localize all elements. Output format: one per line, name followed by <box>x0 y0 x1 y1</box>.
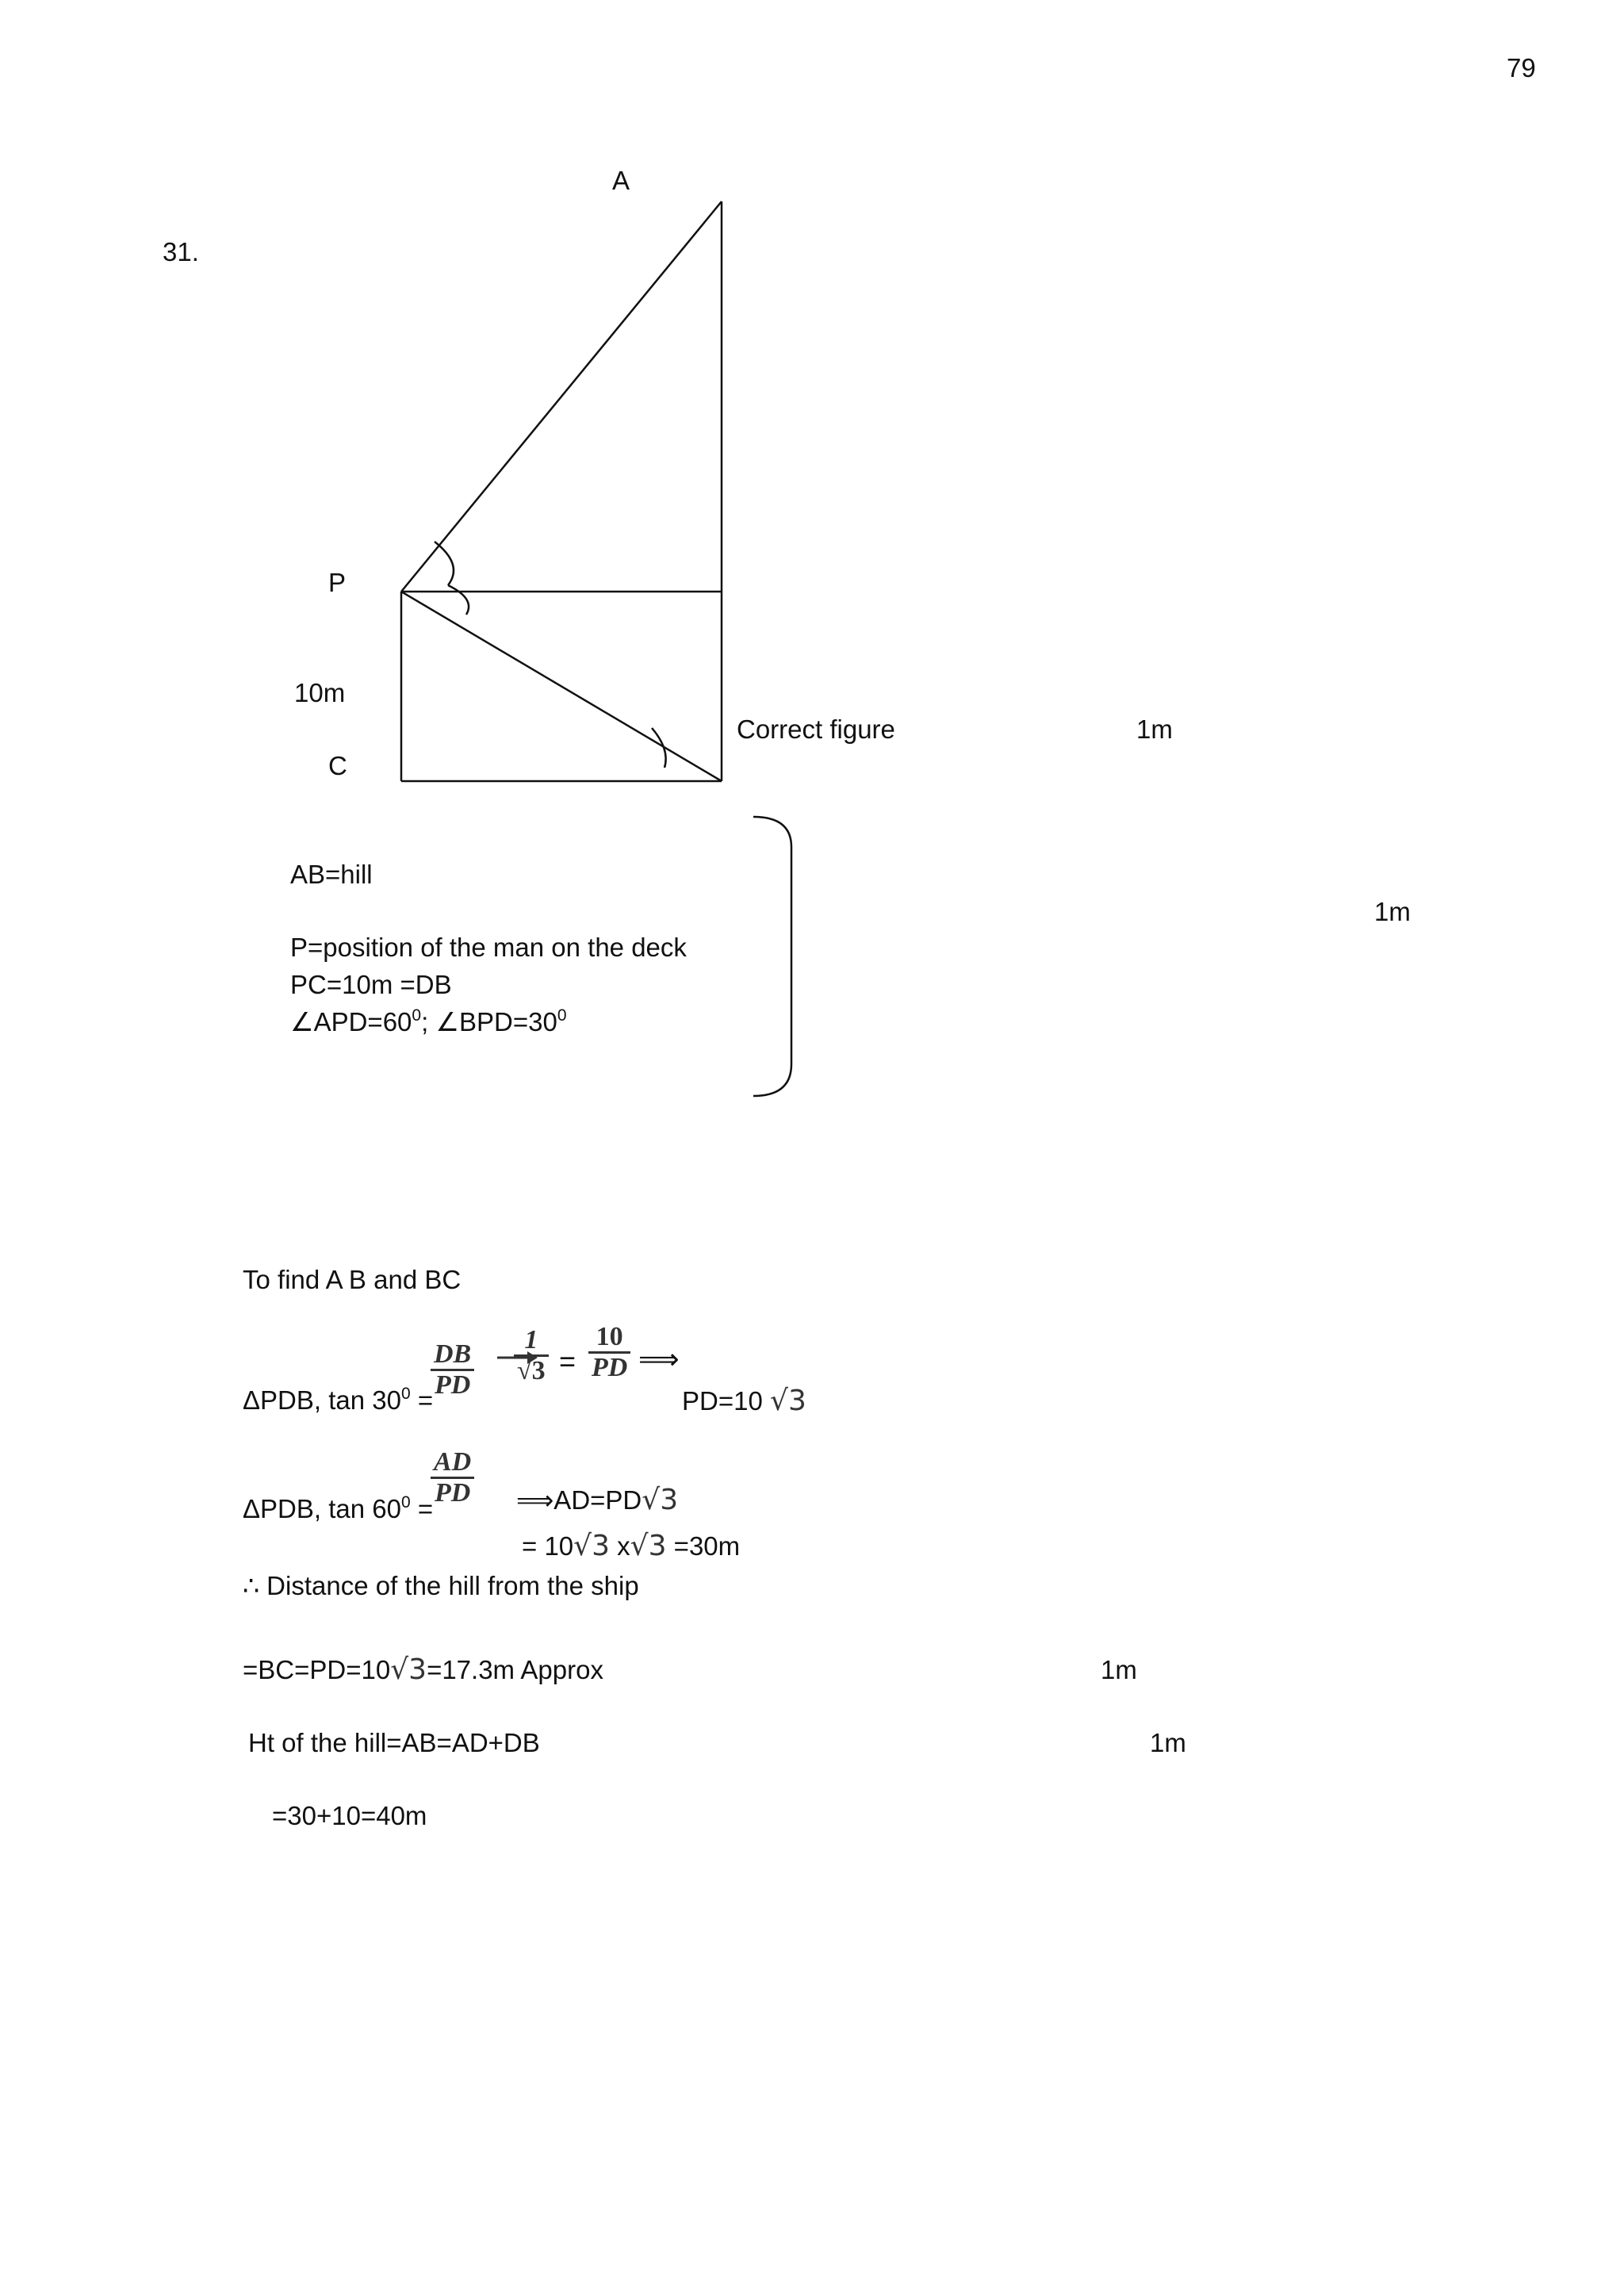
correct-figure-label: Correct figure <box>737 715 895 744</box>
frac-numerator: 1 <box>524 1325 538 1354</box>
label-p: P <box>328 568 347 597</box>
bc-expr: =BC=PD=10 <box>243 1655 391 1684</box>
page-number: 79 <box>1507 53 1536 82</box>
equals-sign: = <box>410 1385 434 1415</box>
mark-correct-figure: 1m <box>1136 715 1173 744</box>
sqrt-3: √3 <box>573 1530 610 1562</box>
therefore-line: ∴ Distance of the hill from the ship <box>243 1571 639 1600</box>
angle-bpd: ; ∠BPD=30 <box>421 1007 557 1036</box>
frac-numerator: AD <box>434 1447 472 1477</box>
implies-arrow: ⟹ <box>638 1343 680 1375</box>
pd-value: PD=10 <box>682 1386 763 1416</box>
sqrt-3: √3 <box>390 1653 427 1686</box>
frac-denominator: PD <box>431 1369 474 1400</box>
angle-apd: ∠APD=60 <box>290 1007 412 1036</box>
frac-numerator: 10 <box>596 1322 623 1351</box>
frac-numerator: DB <box>434 1339 472 1369</box>
label-height: 10m <box>294 678 346 707</box>
eq3 <box>522 1529 740 1563</box>
label-c: C <box>328 751 347 780</box>
mark-bc: 1m <box>1101 1655 1137 1684</box>
given-position: P=position of the man on the deck <box>290 933 687 962</box>
fraction-1-root3 <box>514 1326 549 1385</box>
frac-denominator: √3 <box>514 1354 549 1385</box>
given-pc: PC=10m =DB <box>290 970 452 999</box>
equals-sign: = <box>559 1345 576 1377</box>
frac-denominator: PD <box>431 1477 474 1508</box>
to-find: To find A B and BC <box>243 1265 462 1294</box>
mark-height: 1m <box>1150 1728 1186 1757</box>
eq1-tan30: ΔPDB, tan 30 <box>243 1385 401 1415</box>
ad-value: =30m <box>666 1531 741 1561</box>
ad-equals <box>516 1483 678 1517</box>
height-line: Ht of the hill=AB=AD+DB <box>248 1728 540 1757</box>
equals-sign: = <box>410 1494 434 1523</box>
fraction-10-pd <box>588 1323 630 1381</box>
ad-pd: ⟹AD=PD <box>516 1485 642 1515</box>
pd-result <box>682 1384 806 1418</box>
given-hill: AB=hill <box>290 860 373 889</box>
label-a: A <box>612 166 630 195</box>
bc-line <box>243 1653 603 1687</box>
degree-mark: 0 <box>400 1385 411 1403</box>
eq2-prefix <box>243 1492 433 1525</box>
ten: = 10 <box>522 1531 574 1561</box>
frac-denominator: PD <box>588 1351 630 1382</box>
sqrt-3: √3 <box>770 1385 806 1417</box>
bc-value: =17.3m Approx <box>427 1655 603 1684</box>
degree-mark: 0 <box>400 1493 411 1511</box>
times: x <box>610 1531 630 1561</box>
degree-mark: 0 <box>557 1006 567 1025</box>
eq2-tan60: ΔPDB, tan 60 <box>243 1494 401 1523</box>
question-number: 31. <box>163 237 199 266</box>
sqrt-3: √3 <box>642 1484 679 1516</box>
degree-mark: 0 <box>412 1006 422 1025</box>
mark-given: 1m <box>1374 897 1411 926</box>
sqrt-3: √3 <box>630 1530 667 1562</box>
final-answer: =30+10=40m <box>272 1801 427 1830</box>
fraction-ad-pd <box>431 1448 474 1507</box>
